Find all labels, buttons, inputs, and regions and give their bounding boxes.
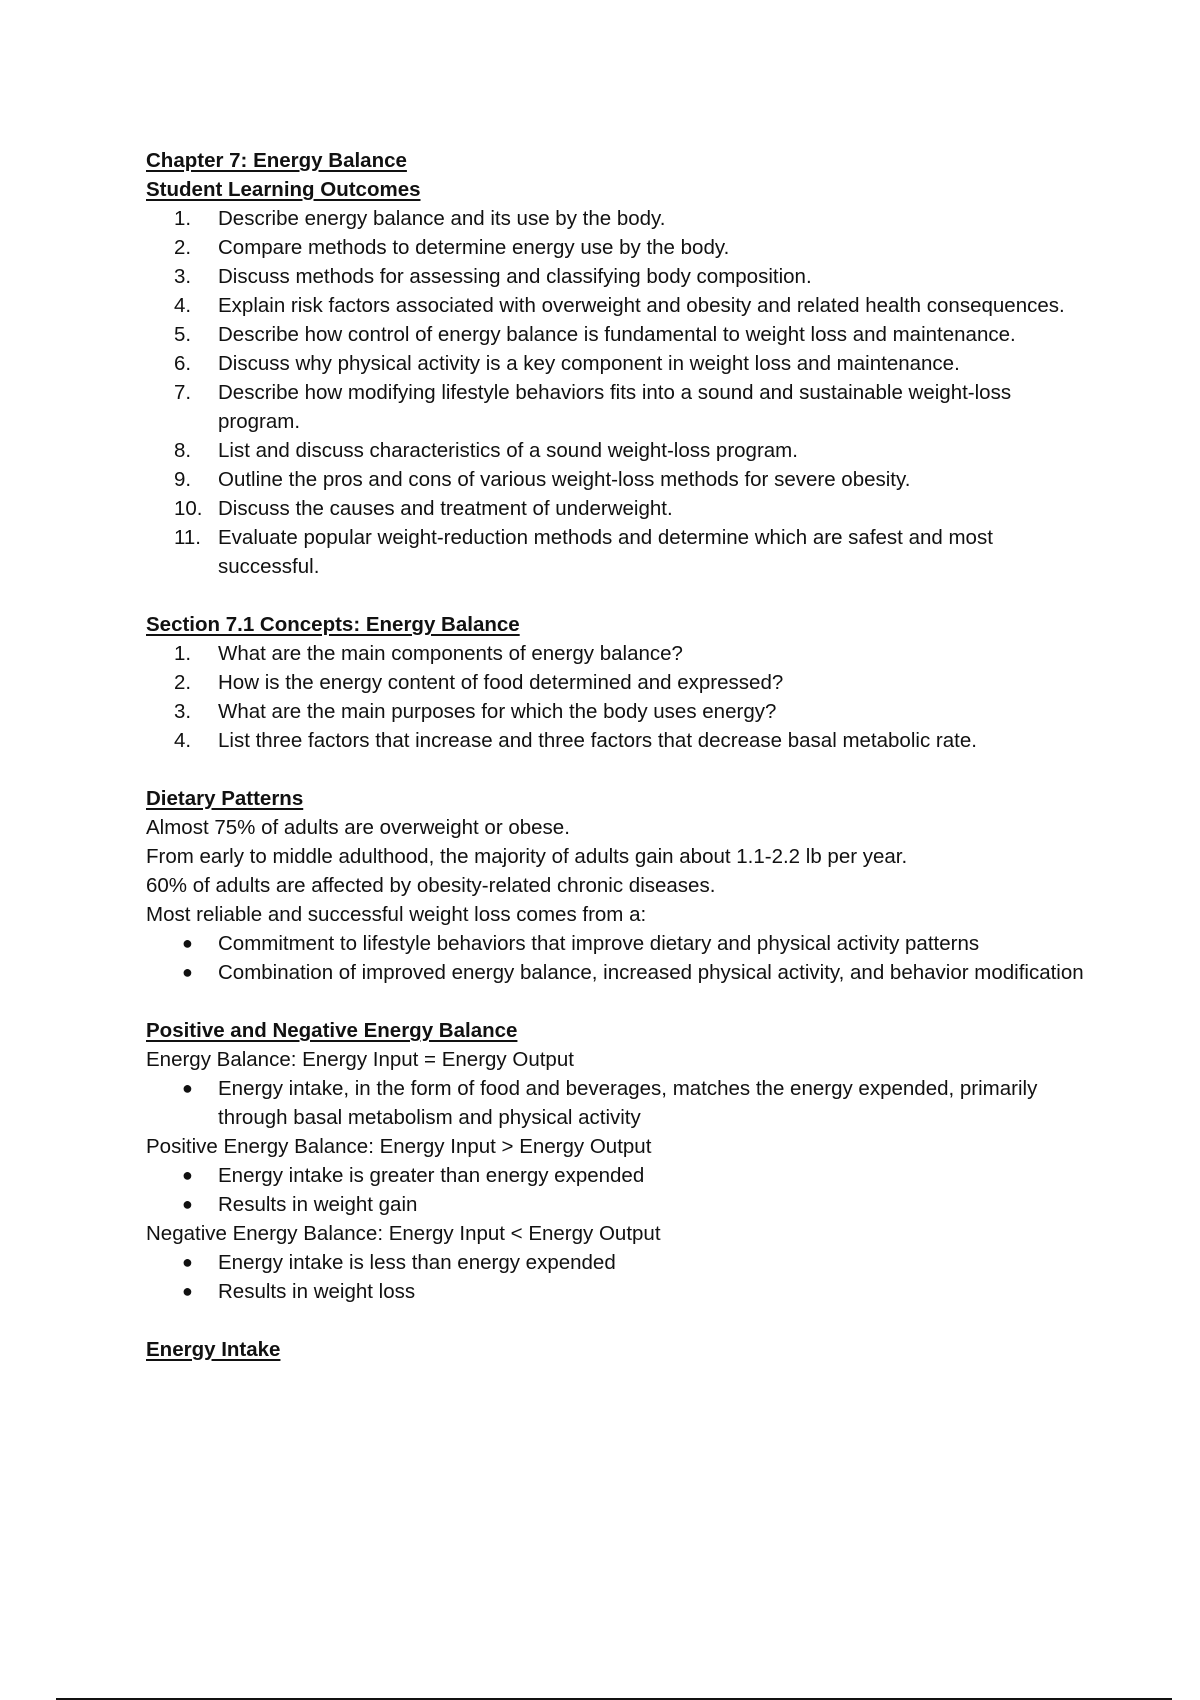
bullet-icon: ●: [182, 1281, 193, 1301]
bullet-icon: ●: [182, 1078, 193, 1098]
document-page: [146, 146, 1086, 1364]
list-number: 5.: [174, 323, 192, 346]
bullet-icon: ●: [182, 1165, 193, 1185]
list-item-text: Compare methods to determine energy use by the body.: [218, 236, 730, 259]
list-number: 11.: [174, 526, 201, 549]
bullet-item: [146, 1074, 1086, 1132]
list-item-text: Describe how control of energy balance is fundamental to weight loss and maintenance.: [218, 323, 1016, 346]
dietary-patterns-bullets: [146, 929, 1086, 987]
bullet-item: [146, 1190, 1086, 1219]
negative-balance-bullets: [146, 1248, 1086, 1306]
list-number: 1.: [174, 207, 192, 230]
list-item-text: List three factors that increase and three factors that decrease basal metabolic rate.: [218, 729, 977, 752]
bullet-item: [146, 1277, 1086, 1306]
outcomes-heading: Student Learning Outcomes: [146, 178, 421, 201]
bullet-text: Energy intake is greater than energy expended: [218, 1164, 645, 1187]
list-item: [146, 436, 1086, 465]
bullet-text: Results in weight loss: [218, 1280, 416, 1303]
list-item-text: Describe how modifying lifestyle behaviors fits into a sound and sustainable weight-loss program.: [218, 381, 1012, 433]
list-number: 8.: [174, 439, 192, 462]
bullet-item: [146, 1248, 1086, 1277]
bullet-text: Energy intake is less than energy expended: [218, 1251, 616, 1274]
list-item: [146, 726, 1086, 755]
spacer: [146, 755, 1086, 784]
spacer: [146, 581, 1086, 610]
list-item: [146, 204, 1086, 233]
list-number: 3.: [174, 700, 192, 723]
energy-balance-bullets: [146, 1074, 1086, 1132]
list-item-text: List and discuss characteristics of a sound weight-loss program.: [218, 439, 798, 462]
paragraph-line: 60% of adults are affected by obesity-related chronic diseases.: [146, 874, 716, 897]
negative-balance-title: Negative Energy Balance: Energy Input < Energy Output: [146, 1222, 661, 1245]
paragraph-line: From early to middle adulthood, the majority of adults gain about 1.1-2.2 lb per year.: [146, 845, 908, 868]
dietary-patterns-heading: Dietary Patterns: [146, 787, 304, 810]
bullet-item: [146, 1161, 1086, 1190]
list-item-text: What are the main purposes for which the body uses energy?: [218, 700, 777, 723]
outcomes-list: [146, 204, 1086, 581]
bullet-text: Results in weight gain: [218, 1193, 418, 1216]
list-item-text: How is the energy content of food determined and expressed?: [218, 671, 784, 694]
list-item-text: Explain risk factors associated with overweight and obesity and related health consequences.: [218, 294, 1065, 317]
list-item: [146, 233, 1086, 262]
list-number: 1.: [174, 642, 192, 665]
spacer: [146, 987, 1086, 1016]
chapter-title: Chapter 7: Energy Balance: [146, 149, 407, 172]
bullet-icon: ●: [182, 933, 193, 953]
energy-balance-title: Energy Balance: Energy Input = Energy Output: [146, 1048, 574, 1071]
energy-intake-heading: Energy Intake: [146, 1338, 281, 1361]
energy-balance-heading: Positive and Negative Energy Balance: [146, 1019, 518, 1042]
list-item-text: Evaluate popular weight-reduction methods and determine which are safest and most successful.: [218, 526, 993, 578]
list-item: [146, 262, 1086, 291]
positive-balance-title: Positive Energy Balance: Energy Input > Energy Output: [146, 1135, 652, 1158]
list-number: 9.: [174, 468, 192, 491]
bullet-icon: ●: [182, 962, 193, 982]
list-item-text: Discuss the causes and treatment of underweight.: [218, 497, 673, 520]
list-item: [146, 320, 1086, 349]
bullet-text: Commitment to lifestyle behaviors that improve dietary and physical activity patterns: [218, 932, 980, 955]
list-item: [146, 668, 1086, 697]
list-number: 2.: [174, 236, 192, 259]
section-7-1-heading: Section 7.1 Concepts: Energy Balance: [146, 613, 520, 636]
list-number: 2.: [174, 671, 192, 694]
bullet-icon: ●: [182, 1194, 193, 1214]
bullet-item: [146, 929, 1086, 958]
list-item-text: Outline the pros and cons of various weight-loss methods for severe obesity.: [218, 468, 911, 491]
list-item: [146, 697, 1086, 726]
list-number: 4.: [174, 294, 192, 317]
list-item: [146, 639, 1086, 668]
paragraph-line: Most reliable and successful weight loss comes from a:: [146, 903, 647, 926]
list-number: 3.: [174, 265, 192, 288]
list-number: 10.: [174, 497, 203, 520]
list-item-text: Describe energy balance and its use by the body.: [218, 207, 666, 230]
bullet-icon: ●: [182, 1252, 193, 1272]
list-item-text: Discuss methods for assessing and classifying body composition.: [218, 265, 812, 288]
list-item-text: What are the main components of energy balance?: [218, 642, 683, 665]
list-number: 7.: [174, 381, 192, 404]
list-item: [146, 465, 1086, 494]
list-item: [146, 378, 1086, 436]
paragraph-line: Almost 75% of adults are overweight or obese.: [146, 816, 570, 839]
list-item: [146, 291, 1086, 320]
list-item: [146, 494, 1086, 523]
positive-balance-bullets: [146, 1161, 1086, 1219]
bullet-text: Energy intake, in the form of food and beverages, matches the energy expended, primarily through basal metabolism and physical activity: [218, 1077, 1038, 1129]
section-7-1-list: [146, 639, 1086, 755]
list-item: [146, 523, 1086, 581]
list-number: 4.: [174, 729, 192, 752]
bullet-text: Combination of improved energy balance, increased physical activity, and behavior modification: [218, 961, 1084, 984]
list-item-text: Discuss why physical activity is a key component in weight loss and maintenance.: [218, 352, 960, 375]
list-number: 6.: [174, 352, 192, 375]
spacer: [146, 1306, 1086, 1335]
list-item: [146, 349, 1086, 378]
bullet-item: [146, 958, 1086, 987]
